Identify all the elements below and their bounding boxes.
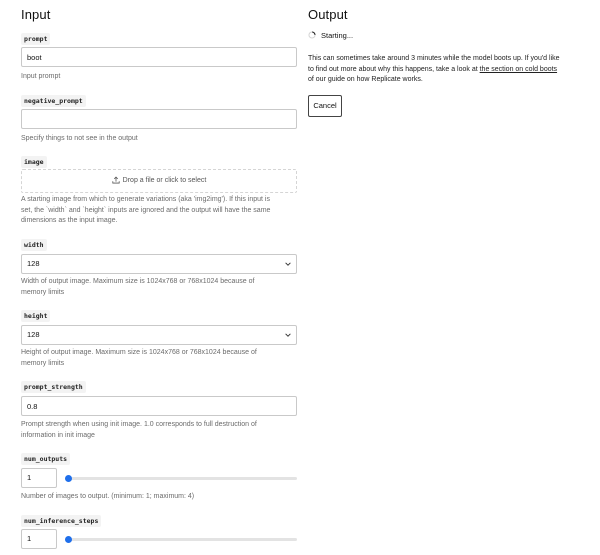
num-outputs-input[interactable]: 1 — [21, 468, 57, 488]
num-outputs-slider-thumb[interactable] — [65, 475, 72, 482]
height-value: 128 — [27, 330, 40, 339]
image-label: image — [21, 156, 47, 168]
output-heading: Output — [308, 7, 348, 22]
height-select[interactable] — [21, 325, 297, 345]
num-outputs-help: Number of images to output. (minimum: 1; maximum: 4) — [21, 493, 195, 500]
input-heading: Input — [21, 7, 51, 22]
boot-message — [308, 54, 586, 86]
num-inference-steps-label: num_inference_steps — [21, 515, 101, 527]
height-label: height — [21, 310, 50, 322]
num-outputs-label: num_outputs — [21, 453, 70, 465]
width-value: 128 — [27, 259, 40, 268]
image-dropzone[interactable] — [21, 169, 297, 193]
cold-boots-link[interactable]: the section on cold boots — [479, 65, 558, 73]
prompt-label: prompt — [21, 33, 50, 45]
boot-message-line-1: This can sometimes take around 3 minutes while the model boots up. If you'd like — [308, 55, 560, 62]
cancel-button[interactable]: Cancel — [308, 95, 342, 117]
status-text: Starting... — [321, 31, 354, 40]
image-help-2: set, the `width` and `height` inputs are ignored and the output will have the same — [21, 206, 271, 214]
dropzone-text: Drop a file or click to select — [122, 177, 207, 184]
height-help-2: memory limits — [21, 359, 65, 367]
num-inference-steps-slider[interactable] — [65, 538, 297, 541]
num-inference-steps-input[interactable]: 1 — [21, 529, 57, 549]
boot-message-line-2: to find out more about why this happens, take a look at — [308, 65, 480, 73]
chevron-down-icon — [284, 260, 292, 268]
prompt-help: Input prompt — [21, 73, 61, 80]
chevron-down-icon — [284, 331, 292, 339]
width-label: width — [21, 239, 47, 251]
width-help-2: memory limits — [21, 288, 65, 296]
image-help-1: A starting image from which to generate variations (aka 'img2img'). If this input is — [21, 196, 270, 203]
prompt-strength-label: prompt_strength — [21, 381, 86, 393]
spinner-icon — [308, 31, 316, 39]
boot-message-line-3: of our guide on how Replicate works. — [308, 76, 423, 83]
prompt-strength-help-2: information in init image — [21, 431, 95, 439]
num-inference-steps-slider-thumb[interactable] — [65, 536, 72, 543]
height-help-1: Height of output image. Maximum size is 1024x768 or 768x1024 because of — [21, 349, 257, 356]
negative-prompt-label: negative_prompt — [21, 95, 86, 107]
image-help-3: dimensions as the input image. — [21, 217, 118, 224]
width-help-1: Width of output image. Maximum size is 1024x768 or 768x1024 because of — [21, 278, 255, 285]
prompt-strength-help-1: Prompt strength when using init image. 1.0 corresponds to full destruction of — [21, 421, 257, 428]
width-select[interactable] — [21, 254, 297, 274]
prompt-strength-input[interactable]: 0.8 — [21, 396, 297, 416]
negative-prompt-help: Specify things to not see in the output — [21, 135, 138, 142]
upload-icon — [112, 176, 120, 184]
negative-prompt-input[interactable] — [21, 109, 297, 129]
num-outputs-slider[interactable] — [65, 477, 297, 480]
prompt-input[interactable]: boot — [21, 47, 297, 67]
